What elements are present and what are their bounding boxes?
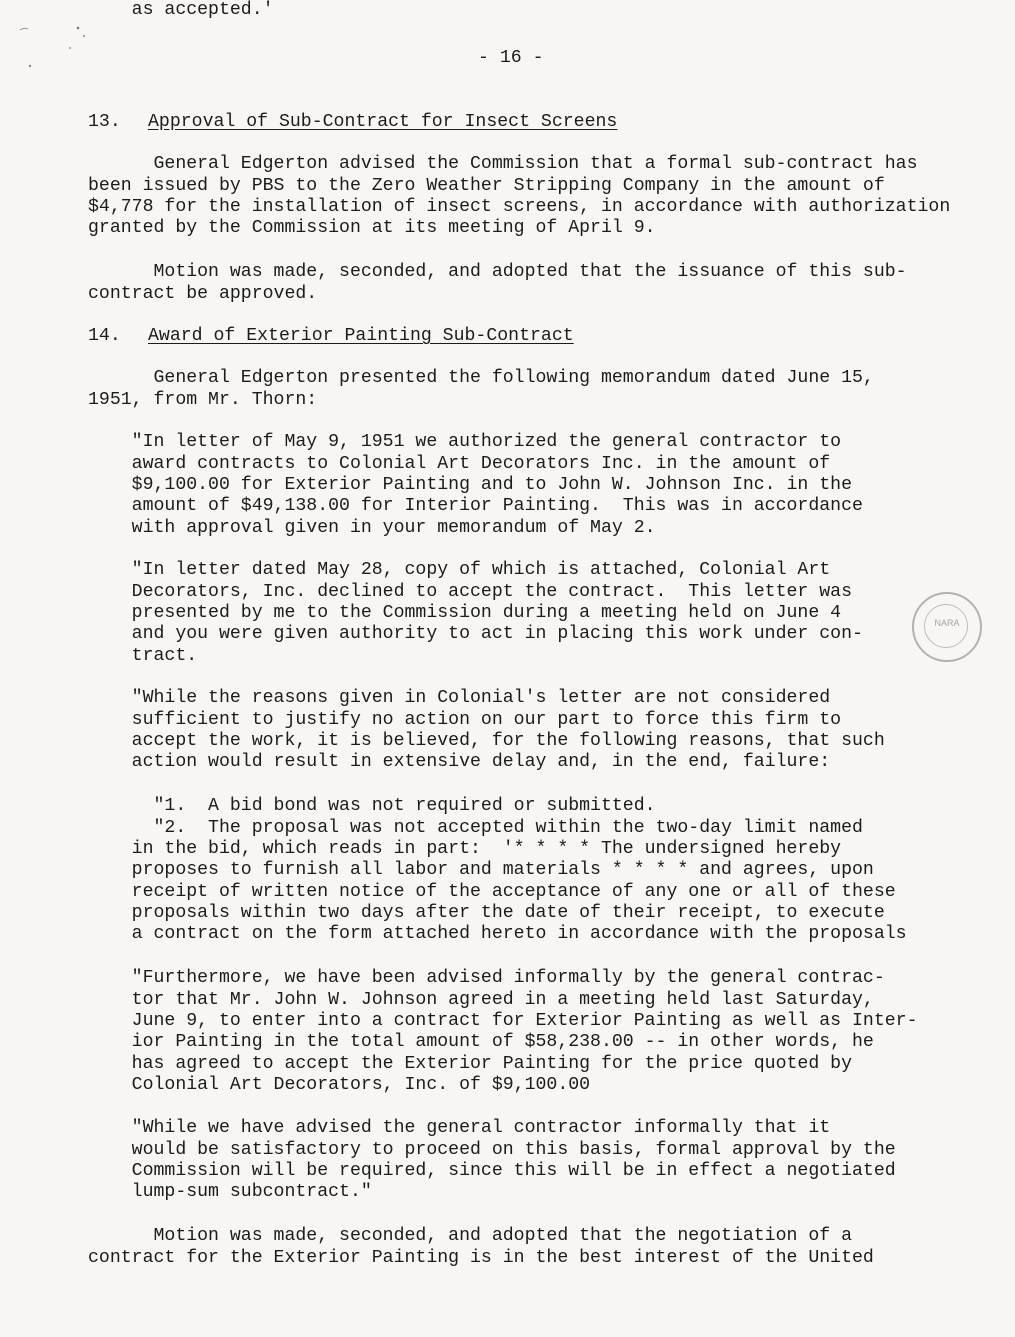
paragraph-line: General Edgerton advised the Commission that a formal sub-contract has: [88, 154, 918, 174]
paragraph-line: Motion was made, seconded, and adopted that the negotiation of a: [88, 1226, 852, 1246]
paragraph-line: "1. A bid bond was not required or submitted.: [88, 796, 656, 816]
paragraph-line: accept the work, it is believed, for the following reasons, that such: [88, 731, 885, 751]
paragraph-line: would be satisfactory to proceed on this basis, formal approval by the: [88, 1140, 896, 1160]
paragraph-line: with approval given in your memorandum of May 2.: [88, 518, 656, 538]
paragraph-line: Motion was made, seconded, and adopted that the issuance of this sub-: [88, 262, 907, 282]
paragraph-line: amount of $49,138.00 for Interior Painting. This was in accordance: [88, 496, 863, 516]
page-number: - 16 -: [478, 48, 544, 68]
paragraph-line: as accepted.': [88, 0, 274, 20]
paragraph-line: a contract on the form attached hereto in accordance with the proposals: [88, 924, 907, 944]
paragraph-line: in the bid, which reads in part: '* * * * The undersigned hereby: [88, 839, 842, 859]
paragraph-line: proposes to furnish all labor and materials * * * * and agrees, upon: [88, 860, 874, 880]
paragraph-line: sufficient to justify no action on our part to force this firm to: [88, 710, 842, 730]
section-heading: Award of Exterior Painting Sub-Contract: [148, 326, 574, 346]
paragraph-line: proposals within two days after the date of their receipt, to execute: [88, 903, 885, 923]
paragraph-line: tor that Mr. John W. Johnson agreed in a meeting held last Saturday,: [88, 990, 874, 1010]
paragraph-line: and you were given authority to act in placing this work under con-: [88, 624, 863, 644]
paragraph-line: Commission will be required, since this will be in effect a negotiated: [88, 1161, 896, 1181]
section-number: 13.: [88, 112, 121, 132]
paragraph-line: "Furthermore, we have been advised informally by the general contrac-: [88, 968, 885, 988]
paragraph-line: "In letter of May 9, 1951 we authorized the general contractor to: [88, 432, 842, 452]
paragraph-line: Colonial Art Decorators, Inc. of $9,100.00: [88, 1075, 591, 1095]
paragraph-line: 1951, from Mr. Thorn:: [88, 390, 318, 410]
paragraph-line: award contracts to Colonial Art Decorators Inc. in the amount of: [88, 454, 831, 474]
paragraph-line: receipt of written notice of the acceptance of any one or all of these: [88, 882, 896, 902]
paragraph-line: $9,100.00 for Exterior Painting and to John W. Johnson Inc. in the: [88, 475, 852, 495]
paragraph-line: "While we have advised the general contractor informally that it: [88, 1118, 831, 1138]
paragraph-line: "2. The proposal was not accepted within the two-day limit named: [88, 818, 863, 838]
paragraph-line: action would result in extensive delay and, in the end, failure:: [88, 752, 831, 772]
paragraph-line: $4,778 for the installation of insect screens, in accordance with authorization: [88, 197, 951, 217]
paragraph-line: ior Painting in the total amount of $58,238.00 -- in other words, he: [88, 1032, 874, 1052]
paragraph-line: presented by me to the Commission during a meeting held on June 4: [88, 603, 842, 623]
paragraph-line: been issued by PBS to the Zero Weather Stripping Company in the amount of: [88, 176, 885, 196]
section-heading: Approval of Sub-Contract for Insect Screens: [148, 112, 618, 132]
stamp-label: NARA: [934, 618, 960, 628]
paragraph-line: contract be approved.: [88, 284, 318, 304]
paragraph-line: granted by the Commission at its meeting of April 9.: [88, 218, 656, 238]
paragraph-line: June 9, to enter into a contract for Exterior Painting as well as Inter-: [88, 1011, 918, 1031]
paragraph-line: tract.: [88, 646, 198, 666]
paragraph-line: has agreed to accept the Exterior Painting for the price quoted by: [88, 1054, 852, 1074]
section-number: 14.: [88, 326, 121, 346]
paragraph-line: contract for the Exterior Painting is in the best interest of the United: [88, 1248, 874, 1268]
paragraph-line: "In letter dated May 28, copy of which is attached, Colonial Art: [88, 560, 831, 580]
paragraph-line: lump-sum subcontract.": [88, 1182, 372, 1202]
paragraph-line: "While the reasons given in Colonial's letter are not considered: [88, 688, 831, 708]
library-stamp: [912, 592, 982, 662]
paragraph-line: General Edgerton presented the following memorandum dated June 15,: [88, 368, 874, 388]
paragraph-line: Decorators, Inc. declined to accept the contract. This letter was: [88, 582, 852, 602]
